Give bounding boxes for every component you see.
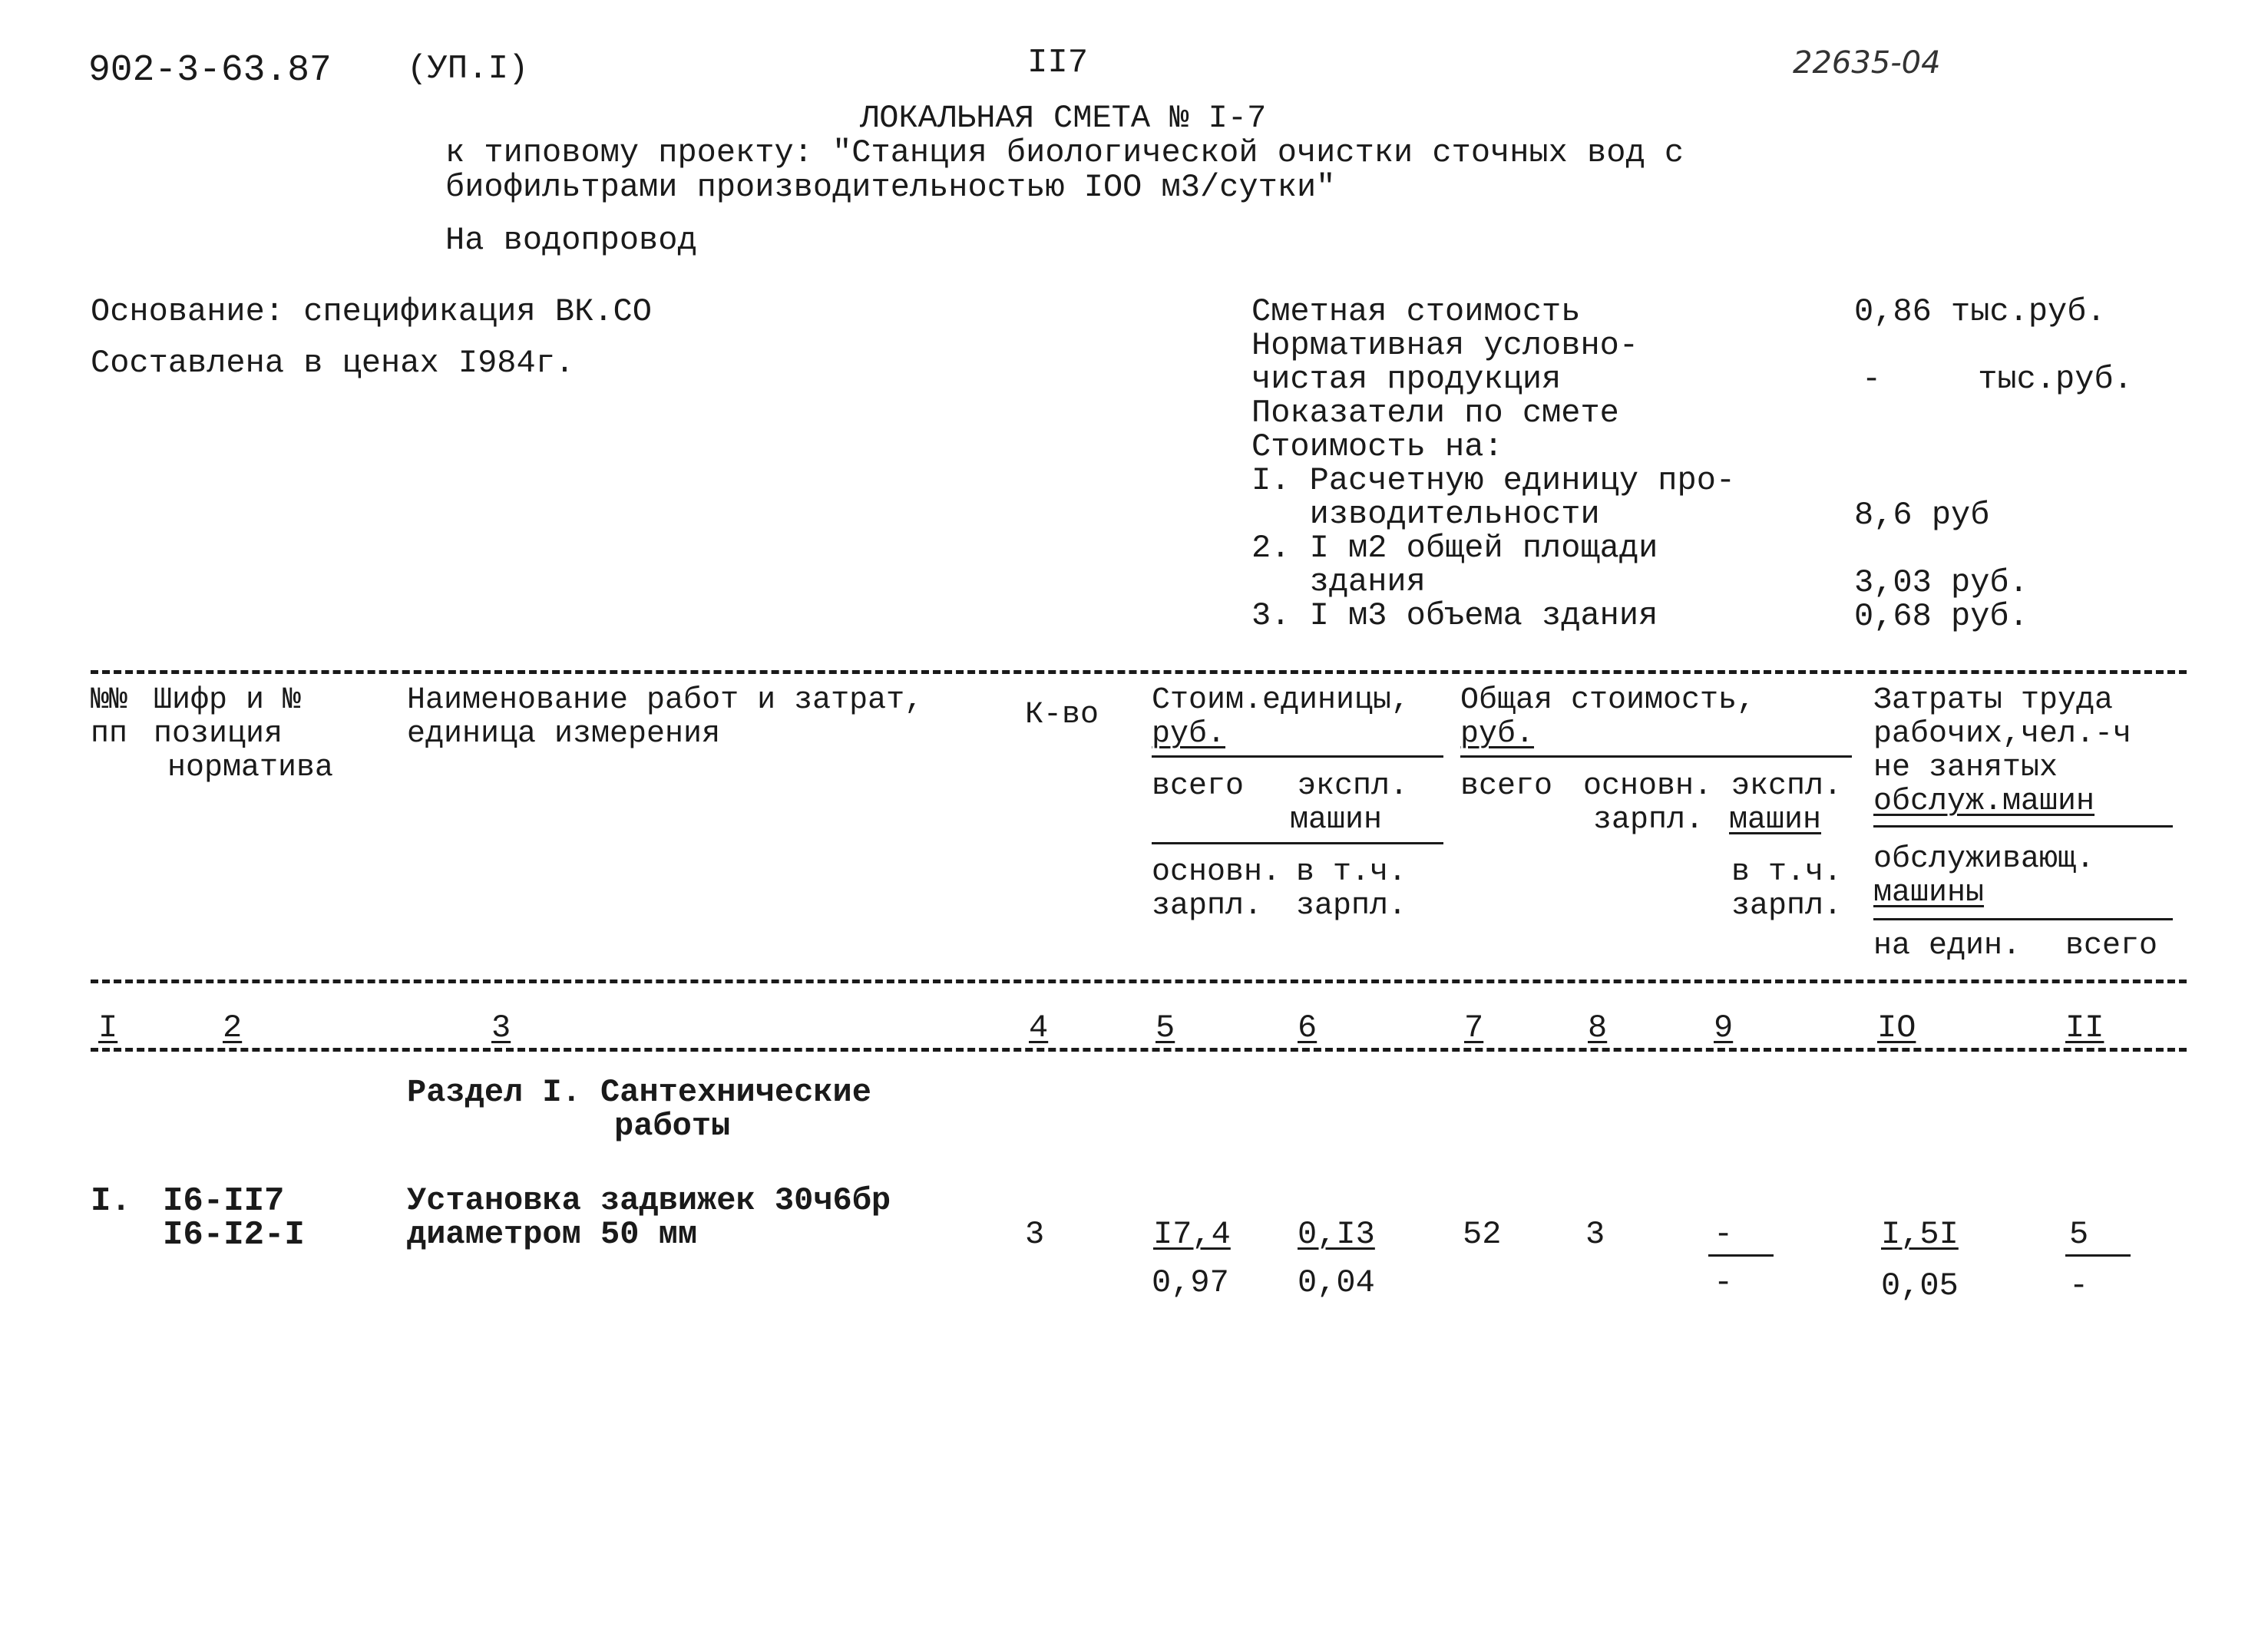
row-total: 52 [1463,1216,1502,1253]
per-m2-label-line1: 2. I м2 общей площади [1251,530,1658,567]
colnum-9: 9 [1714,1009,1734,1046]
row-labor-unit: I,5I [1881,1216,1959,1253]
column-numbers-rule [91,1048,2187,1052]
header-labor-line6: машины [1873,876,1985,910]
per-m3-value: 0,68 руб. [1854,598,2028,635]
header-labor-per-unit: на един. [1873,929,2022,963]
page-number: II7 [1027,44,1089,82]
estimate-subject: На водопровод [445,222,697,259]
header-unit-wage-line2: зарпл. [1152,889,1263,923]
section-heading-line2: работы [614,1108,731,1145]
header-total-cost-rub: руб. [1460,717,1535,752]
header-code-line3: норматива [167,751,334,785]
row-code-line1: I6-II7 [163,1182,285,1221]
header-unit-cost: Стоим.единицы, [1152,683,1410,718]
normative-label-line2: чистая продукция [1251,361,1562,398]
colnum-8: 8 [1588,1009,1608,1046]
project-title-line2: биофильтрами производительностью IOO м3/сутки" [445,169,1336,206]
indicators-label: Показатели по смете [1251,395,1619,431]
header-unit-incl-line2: зарпл. [1296,889,1407,923]
row-unit-total: I7,4 [1153,1216,1231,1253]
header-num-line1: №№ [91,683,128,718]
row-name-line1: Установка задвижек 30ч6бр [407,1182,891,1219]
row-total-machines-wage: - [1714,1264,1734,1301]
row-labor-total: 5 [2069,1216,2089,1253]
header-total-wage-line2: зарпл. [1593,803,1704,837]
header-total-incl-line1: в т.ч. [1731,855,1843,890]
labor-divider [1873,825,2173,828]
per-unit-label-line2: изводительности [1251,496,1600,533]
per-m3-label: 3. I м3 объема здания [1251,597,1658,634]
estimated-cost-label: Сметная стоимость [1251,293,1581,330]
row-labor-unit-serv: 0,05 [1881,1267,1959,1304]
header-labor-total: всего [2065,929,2158,963]
header-code-line2: позиция [154,717,283,752]
normative-label-line1: Нормативная условно- [1251,327,1639,364]
header-unit-wage-line1: основн. [1152,855,1281,890]
header-bottom-rule [91,980,2187,983]
cost-per-label: Стоимость на: [1251,428,1503,465]
row-unit-machines-wage: 0,04 [1298,1264,1375,1301]
document-code: 902-3-63.87 [88,50,332,91]
per-unit-label-line1: I. Расчетную единицу про- [1251,462,1736,499]
colnum-4: 4 [1029,1009,1049,1046]
table-top-rule [91,670,2187,674]
colnum-2: 2 [223,1009,243,1046]
estimated-cost-value: 0,86 тыс.руб. [1854,293,2106,330]
header-labor-line2: рабочих,чел.-ч [1873,717,2132,752]
header-labor-line5: обслуживающ. [1873,842,2095,877]
header-labor-line1: Затраты труда [1873,683,2114,718]
colnum-1: I [98,1009,118,1046]
header-labor-line4: обслуж.машин [1873,785,2095,819]
row-total-wage: 3 [1585,1216,1605,1253]
header-unit-cost-rub: руб. [1152,717,1226,752]
row-labor-total-underline [2065,1254,2131,1257]
header-code-line1: Шифр и № [154,683,302,718]
colnum-3: 3 [491,1009,511,1046]
row-unit-wage: 0,97 [1152,1264,1229,1301]
row-total-machines: - [1714,1216,1734,1253]
row-unit-machines: 0,I3 [1298,1216,1375,1253]
normative-value: - тыс.руб. [1862,361,2133,398]
colnum-10: IO [1877,1009,1916,1046]
row-quantity: 3 [1025,1216,1045,1253]
per-m2-label-line2: здания [1251,563,1426,600]
unit-cost-divider [1152,755,1443,758]
header-total-total: всего [1460,769,1553,804]
album-number: (УП.I) [407,50,529,88]
estimate-title: ЛОКАЛЬНАЯ СМЕТА № I-7 [860,100,1267,137]
basis-text: Основание: спецификация ВК.СО [91,293,652,330]
archive-stamp: 22635-04 [1793,45,1941,81]
row-number: I. [91,1182,131,1221]
header-quantity: К-во [1025,698,1099,732]
header-total-machines-line1: экспл. [1731,769,1843,804]
row-name-line2: диаметром 50 мм [407,1216,698,1253]
header-name-line1: Наименование работ и затрат, [407,683,924,718]
header-num-line2: пп [91,717,128,752]
project-title-line1: к типовому проекту: "Станция биологической очистки сточных вод с [445,134,1684,171]
header-unit-machines-line2: машин [1290,803,1383,837]
row-code-line2: I6-I2-I [163,1216,305,1254]
header-name-line2: единица измерения [407,717,721,752]
row-total-machines-underline [1708,1254,1774,1257]
total-cost-divider [1460,755,1852,758]
header-labor-line3: не занятых [1873,751,2058,785]
colnum-5: 5 [1155,1009,1175,1046]
header-total-incl-line2: зарпл. [1731,889,1843,923]
section-heading-line1: Раздел I. Сантехнические [407,1074,871,1111]
header-total-wage-line1: основн. [1583,769,1713,804]
header-unit-machines-line1: экспл. [1298,769,1409,804]
header-unit-incl-line1: в т.ч. [1296,855,1407,890]
per-unit-value: 8,6 руб [1854,497,1990,534]
colnum-7: 7 [1464,1009,1484,1046]
colnum-6: 6 [1298,1009,1317,1046]
header-total-cost: Общая стоимость, [1460,683,1756,718]
row-labor-total-serv: - [2069,1267,2089,1304]
header-unit-total: всего [1152,769,1245,804]
header-total-machines-line2: машин [1729,803,1822,837]
colnum-11: II [2065,1009,2104,1046]
labor-divider-2 [1873,918,2173,920]
unit-cost-divider-2 [1152,842,1443,844]
price-level-text: Составлена в ценах I984г. [91,345,575,382]
per-m2-value: 3,03 руб. [1854,564,2028,601]
